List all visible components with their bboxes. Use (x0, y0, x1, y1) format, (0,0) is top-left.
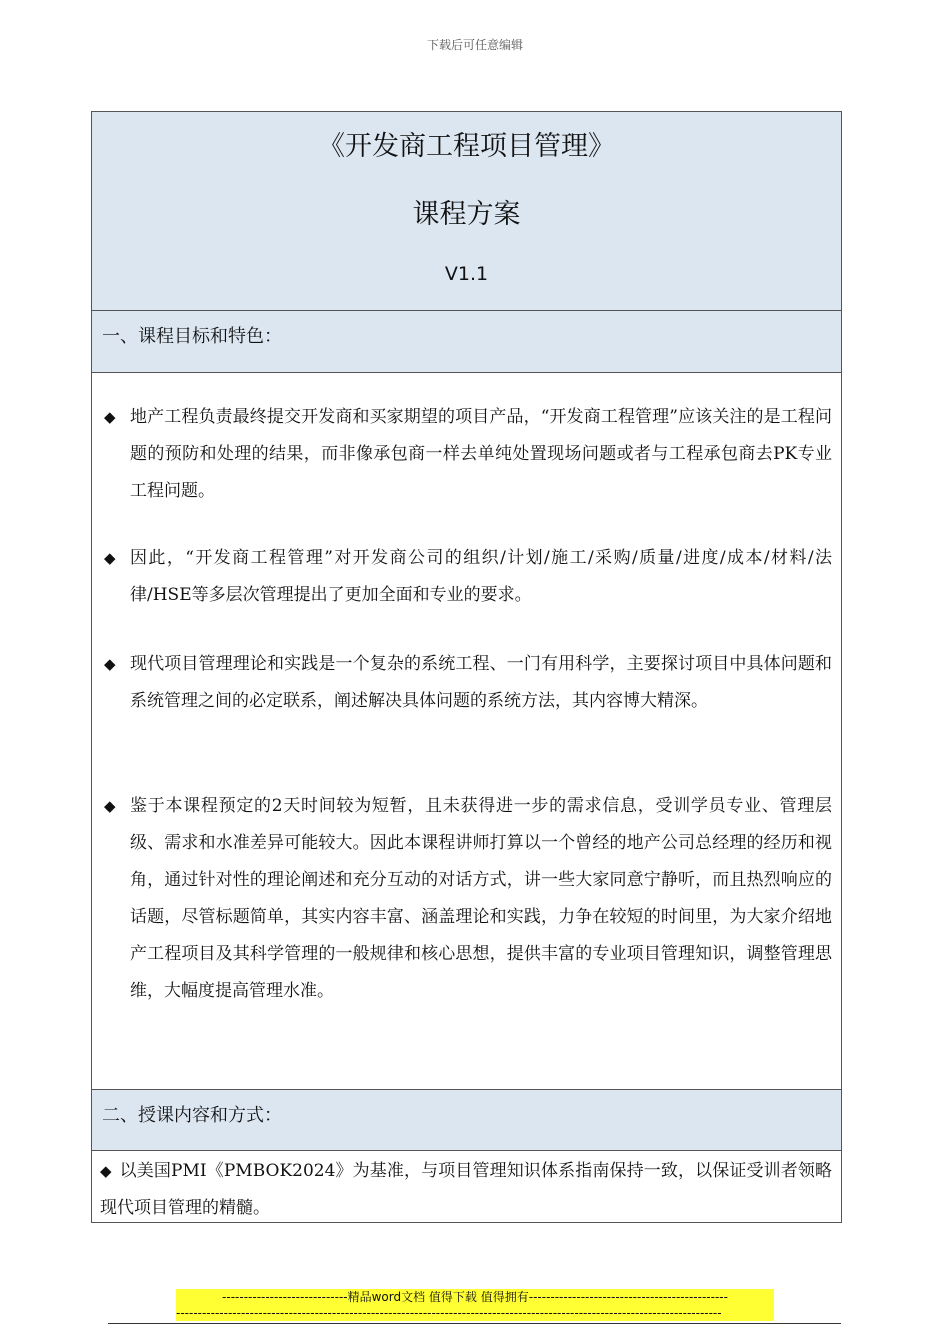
section-heading-content: 二、授课内容和方式： (92, 1089, 841, 1151)
bullet-item (100, 1153, 832, 1227)
diamond-bullet-icon: ◆ (104, 655, 116, 673)
bullet-text: 地产工程负责最终提交开发商和买家期望的项目产品，“开发商工程管理”应该关注的是工程问题的预防和处理的结果，而非像承包商一样去单纯处置现场问题或者与工程承包商去PK专业工程问题。 (130, 407, 832, 501)
footer-banner-rule: ------------------------------------------------------------------------------------------------------------------------------ (176, 1305, 774, 1321)
section-body-goals (92, 373, 841, 1089)
diamond-bullet-icon: ◆ (100, 1162, 112, 1180)
diamond-bullet-icon: ◆ (104, 797, 116, 815)
bullet-text: 因此，“开发商工程管理”对开发商公司的组织/计划/施工/采购/质量/进度/成本/材料/法律/HSE等多层次管理提出了更加全面和专业的要求。 (130, 548, 832, 605)
bullet-item (104, 540, 832, 614)
course-plan-table (91, 111, 842, 1223)
section-heading-goals: 一、课程目标和特色： (92, 311, 841, 373)
bullet-item (104, 399, 832, 510)
bullet-text: 现代项目管理理论和实践是一个复杂的系统工程、一门有用科学，主要探讨项目中具体问题和系统管理之间的必定联系，阐述解决具体问题的系统方法，其内容博大精深。 (130, 654, 832, 711)
bullet-item (104, 788, 832, 1010)
course-subtitle: 课程方案 (412, 199, 521, 230)
section-body-content (92, 1151, 841, 1222)
diamond-bullet-icon: ◆ (104, 549, 116, 567)
bullet-text: 以美国PMI《PMBOK2024》为基准，与项目管理知识体系指南保持一致，以保证受训者领略现代项目管理的精髓。 (100, 1161, 832, 1218)
version-label: V1.1 (444, 263, 489, 285)
bullet-item (104, 646, 832, 720)
diamond-bullet-icon: ◆ (104, 408, 116, 426)
footer-banner: -----------------------------精品word文档 值得下载 值得拥有---------------------------------------------- (176, 1289, 774, 1305)
header-note: 下载后可任意编辑 (426, 38, 523, 52)
footer-divider (108, 1323, 841, 1324)
course-title: 《开发商工程项目管理》 (318, 131, 615, 162)
bullet-text: 鉴于本课程预定的2天时间较为短暂，且未获得进一步的需求信息，受训学员专业、管理层级、需求和水准差异可能较大。因此本课程讲师打算以一个曾经的地产公司总经理的经历和视角，通过针对性的理论阐述和充分互动的对话方式，讲一些大家同意宁静听，而且热烈响应的话题，尽管标题简单，其实内容丰富、涵盖理论和实践，力争在较短的时间里，为大家介绍地产工程项目及其科学管理的一般规律和核心思想，提供丰富的专业项目管理知识，调整管理思维，大幅度提高管理水准。 (130, 796, 832, 1001)
title-block (92, 112, 841, 311)
